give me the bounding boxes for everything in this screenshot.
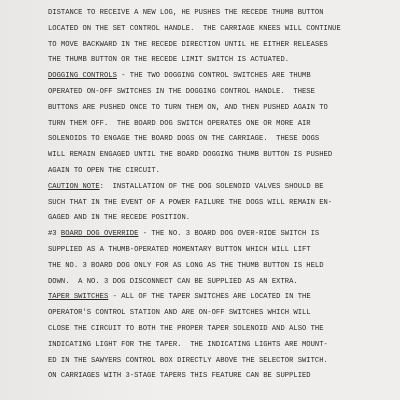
line-text: LOCATED ON THE SET CONTROL HANDLE. THE CARRIAGE KNEES WILL CONTINUE xyxy=(48,24,341,33)
text-line xyxy=(48,196,396,212)
text-line xyxy=(48,38,396,54)
text-line xyxy=(48,211,396,227)
text-line xyxy=(48,53,396,69)
text-line xyxy=(48,259,396,275)
line-text: OPERATOR'S CONTROL STATION AND ARE ON-OFF SWITCHES WHICH WILL xyxy=(48,309,311,318)
text-line xyxy=(48,117,396,133)
line-text: - THE TWO DOGGING CONTROL SWITCHES ARE THUMB xyxy=(116,72,311,81)
section-heading: CAUTION NOTE xyxy=(48,182,100,191)
line-text: TURN THEM OFF. THE BOARD DOG SWITCH OPERATES ONE OR MORE AIR xyxy=(48,119,311,128)
text-line xyxy=(48,322,396,338)
text-line xyxy=(48,85,396,101)
text-line xyxy=(48,354,396,370)
line-text: THE THUMB BUTTON OR THE RECEDE LIMIT SWITCH IS ACTUATED. xyxy=(48,56,290,65)
text-line xyxy=(48,243,396,259)
text-line xyxy=(48,164,396,180)
text-line xyxy=(48,290,396,306)
line-text: : INSTALLATION OF THE DOG SOLENOID VALVES SHOULD BE xyxy=(99,182,324,191)
text-line xyxy=(48,275,396,291)
line-text: SUPPLIED AS A THUMB-OPERATED MOMENTARY BUTTON WHICH WILL LIFT xyxy=(48,245,311,254)
line-text: - ALL OF THE TAPER SWITCHES ARE LOCATED IN THE xyxy=(108,293,311,302)
line-prefix: #3 xyxy=(48,230,61,239)
line-text: - THE NO. 3 BOARD DOG OVER-RIDE SWITCH IS xyxy=(138,230,320,239)
text-line xyxy=(48,132,396,148)
line-text: DISTANCE TO RECEIVE A NEW LOG, HE PUSHES THE RECEDE THUMB BUTTON xyxy=(48,9,324,17)
line-text: ON CARRIAGES WITH 3-STAGE TAPERS THIS FEATURE CAN BE SUPPLIED xyxy=(48,372,311,381)
text-line xyxy=(48,6,396,22)
text-line xyxy=(48,101,396,117)
line-text: GAGED AND IN THE RECEDE POSITION. xyxy=(48,214,191,223)
text-line xyxy=(48,338,396,354)
text-line xyxy=(48,180,396,196)
line-text: INDICATING LIGHT FOR THE TAPER. THE INDICATING LIGHTS ARE MOUNT- xyxy=(48,340,328,349)
line-text: SUCH THAT IN THE EVENT OF A POWER FAILURE THE DOGS WILL REMAIN EN- xyxy=(48,198,333,207)
text-line xyxy=(48,369,396,385)
text-line xyxy=(48,22,396,38)
line-text: THE NO. 3 BOARD DOG ONLY FOR AS LONG AS THE THUMB BUTTON IS HELD xyxy=(48,261,324,270)
section-heading: TAPER SWITCHES xyxy=(48,293,109,302)
line-text: TO MOVE BACKWARD IN THE RECEDE DIRECTION UNTIL HE EITHER RELEASES xyxy=(48,40,328,49)
text-line xyxy=(48,69,396,85)
document-body-text xyxy=(48,6,396,385)
text-line xyxy=(48,148,396,164)
line-text: WILL REMAIN ENGAGED UNTIL THE BOARD DOGGING THUMB BUTTON IS PUSHED xyxy=(48,151,333,160)
line-text: SOLENOIDS TO ENGAGE THE BOARD DOGS ON THE CARRIAGE. THESE DOGS xyxy=(48,135,320,144)
line-text: AGAIN TO OPEN THE CIRCUIT. xyxy=(48,166,160,175)
line-text: BUTTONS ARE PUSHED ONCE TO TURN THEM ON, AND THEN PUSHED AGAIN TO xyxy=(48,103,328,112)
section-heading: DOGGING CONTROLS xyxy=(48,72,117,81)
text-line xyxy=(48,306,396,322)
line-text: ED IN THE SAWYERS CONTROL BOX DIRECTLY ABOVE THE SELECTOR SWITCH. xyxy=(48,356,328,365)
section-heading: BOARD DOG OVERRIDE xyxy=(60,230,139,239)
line-text: OPERATED ON-OFF SWITCHES IN THE DOGGING CONTROL HANDLE. THESE xyxy=(48,87,315,96)
line-text: CLOSE THE CIRCUIT TO BOTH THE PROPER TAPER SOLENOID AND ALSO THE xyxy=(48,324,324,333)
line-text: DOWN. A NO. 3 DOG DISCONNECT CAN BE SUPPLIED AS AN EXTRA. xyxy=(48,277,298,286)
text-line xyxy=(48,227,396,243)
